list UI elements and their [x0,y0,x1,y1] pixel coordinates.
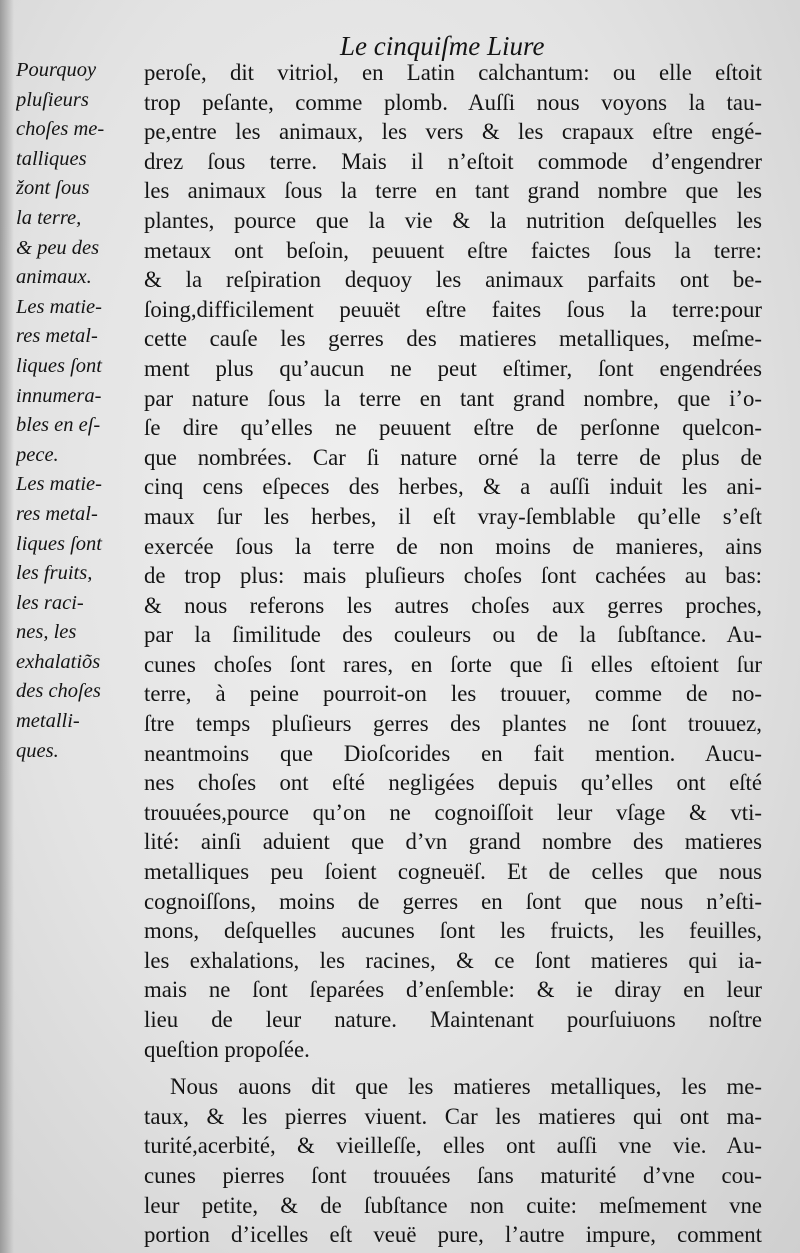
text-line: peroſe, dit vitriol, en Latin calchantum: ou elle eſtoit [144,60,762,85]
text-line: ſe dire qu’elles ne peuuent eſtre de perſonne quelcon- [144,415,762,441]
text-line: lieu de leur nature. Maintenant pourſuiuons noſtre [144,1007,762,1032]
body-text [144,58,762,1250]
text-line: ſtre temps pluſieurs gerres des plantes ne ſont trouuez, [144,711,762,737]
text-line: que nombrées. Car ſi nature orné la terre de plus de [144,444,762,470]
text-line: ment plus qu’aucun ne peut eſtimer, ſont engendrées [144,355,762,381]
gutter-shadow [0,0,14,1253]
text-line: de trop plus: mais pluſieurs choſes ſont cachées au bas: [144,563,762,589]
text-line: trop peſante, comme plomb. Auſſi nous voyons la tau- [144,89,762,115]
margin-note-line: des choſes [16,680,101,703]
margin-note-line: la terre, [16,206,82,229]
text-line: turité,acerbité, & vieilleſſe, elles ont auſſi vne vie. Au- [144,1133,762,1159]
running-head: Le cinquiſme Liure [340,31,545,61]
text-line: maux ſur les herbes, il eſt vray-ſemblable qu’elle s’eſt [144,503,762,529]
margin-note-line: liques ſont [16,354,102,377]
text-line: mais ne ſont ſeparées d’enſemble: & ie diray en leur [144,977,762,1003]
text-line: exercée ſous la terre de non moins de manieres, ains [144,533,762,559]
text-line: lité: ainſi aduient que d’vn grand nombre des matieres [144,829,762,855]
text-line: nes choſes ont eſté negligées depuis qu’elles ont eſté [144,770,762,796]
text-line: trouuées,pource qu’on ne cognoiſſoit leur vſage & vti- [144,799,762,825]
margin-note-line: les raci- [16,591,84,614]
text-line: par la ſimilitude des couleurs ou de la ſubſtance. Au- [144,622,762,648]
margin-note-line: Les matie- [16,473,102,496]
text-line: portion d’icelles eſt veuë pure, l’autre impure, comment [144,1222,762,1248]
text-line: ſoing,difficilement peuuët eſtre faites ſous la terre:pour [144,296,762,322]
text-line: terre, à peine pourroit-on les trouuer, comme de no- [144,681,762,707]
margin-note-line: Pourquoy [16,59,97,81]
text-line: drez ſous terre. Mais il n’eſtoit commode d’engendrer [144,148,762,174]
text-line: cognoiſſons, moins de gerres en ſont que nous n’eſti- [144,888,762,914]
text-line: & nous referons les autres choſes aux gerres proches, [144,592,762,618]
margin-note-line: & peu des [16,236,100,259]
margin-note-line: pece. [16,443,59,466]
margin-note-line: žont ſous [16,177,90,200]
margin-note-line: animaux. [16,266,92,289]
text-line: neantmoins que Dioſcorides en fait mention. Aucu- [144,740,762,766]
text-line: metalliques peu ſoient cogneuëſ. Et de celles que nous [144,859,762,885]
text-line: queſtion propoſée. [144,1036,310,1062]
margin-note-line: nes, les [16,621,77,644]
text-line: cunes choſes ſont rares, en ſorte que ſi elles eſtoient ſur [144,651,762,677]
paragraph [144,1072,762,1250]
text-line: plantes, pource que la vie & la nutrition deſquelles les [144,207,762,233]
paragraph-gap [144,1064,762,1072]
text-line: Nous auons dit que les matieres metalliques, les me- [170,1074,762,1100]
margin-note-line: pluſieurs [16,88,89,111]
text-line: par nature ſous la terre en tant grand nombre, que i’o- [144,385,762,411]
text-line: les exhalations, les racines, & ce ſont matieres qui ia- [144,947,762,973]
paragraph [144,58,762,1064]
text-line: cunes pierres ſont trouuées ſans maturité d’vne cou- [144,1162,762,1188]
margin-note-line: choſes me- [16,118,105,141]
margin-note-line: exhalatiõs [16,650,101,673]
text-line: leur petite, & de ſubſtance non cuite: meſmement vne [144,1192,762,1218]
text-line: pe,entre les animaux, les vers & les crapaux eſtre engé- [144,119,762,145]
margin-notes [16,56,142,766]
text-line: taux, & les pierres viuent. Car les matieres qui ont ma- [144,1103,762,1129]
margin-note-line: talliques [16,147,87,170]
margin-note-line: Les matie- [16,295,102,318]
text-line: & la reſpiration dequoy les animaux parfaits ont be- [144,267,762,293]
text-line: mons, deſquelles aucunes ſont les fruicts, les feuilles, [144,918,762,944]
text-line: cette cauſe les gerres des matieres metalliques, meſme- [144,326,762,352]
margin-note-line: ques. [16,739,59,762]
margin-note-line: bles en eſ- [16,414,101,437]
margin-note-line: res metal- [16,502,98,525]
text-line: metaux ont beſoin, peuuent eſtre faictes ſous la terre: [144,237,762,263]
margin-note-line: innumera- [16,384,102,407]
margin-note-line: metalli- [16,710,80,733]
margin-note-line: liques ſont [16,532,102,555]
text-line: cinq cens eſpeces des herbes, & a auſſi induit les ani- [144,474,762,500]
margin-note-line: res metal- [16,325,98,348]
text-line: les animaux ſous la terre en tant grand nombre que les [144,178,762,204]
margin-note-line: les fruits, [16,562,93,585]
